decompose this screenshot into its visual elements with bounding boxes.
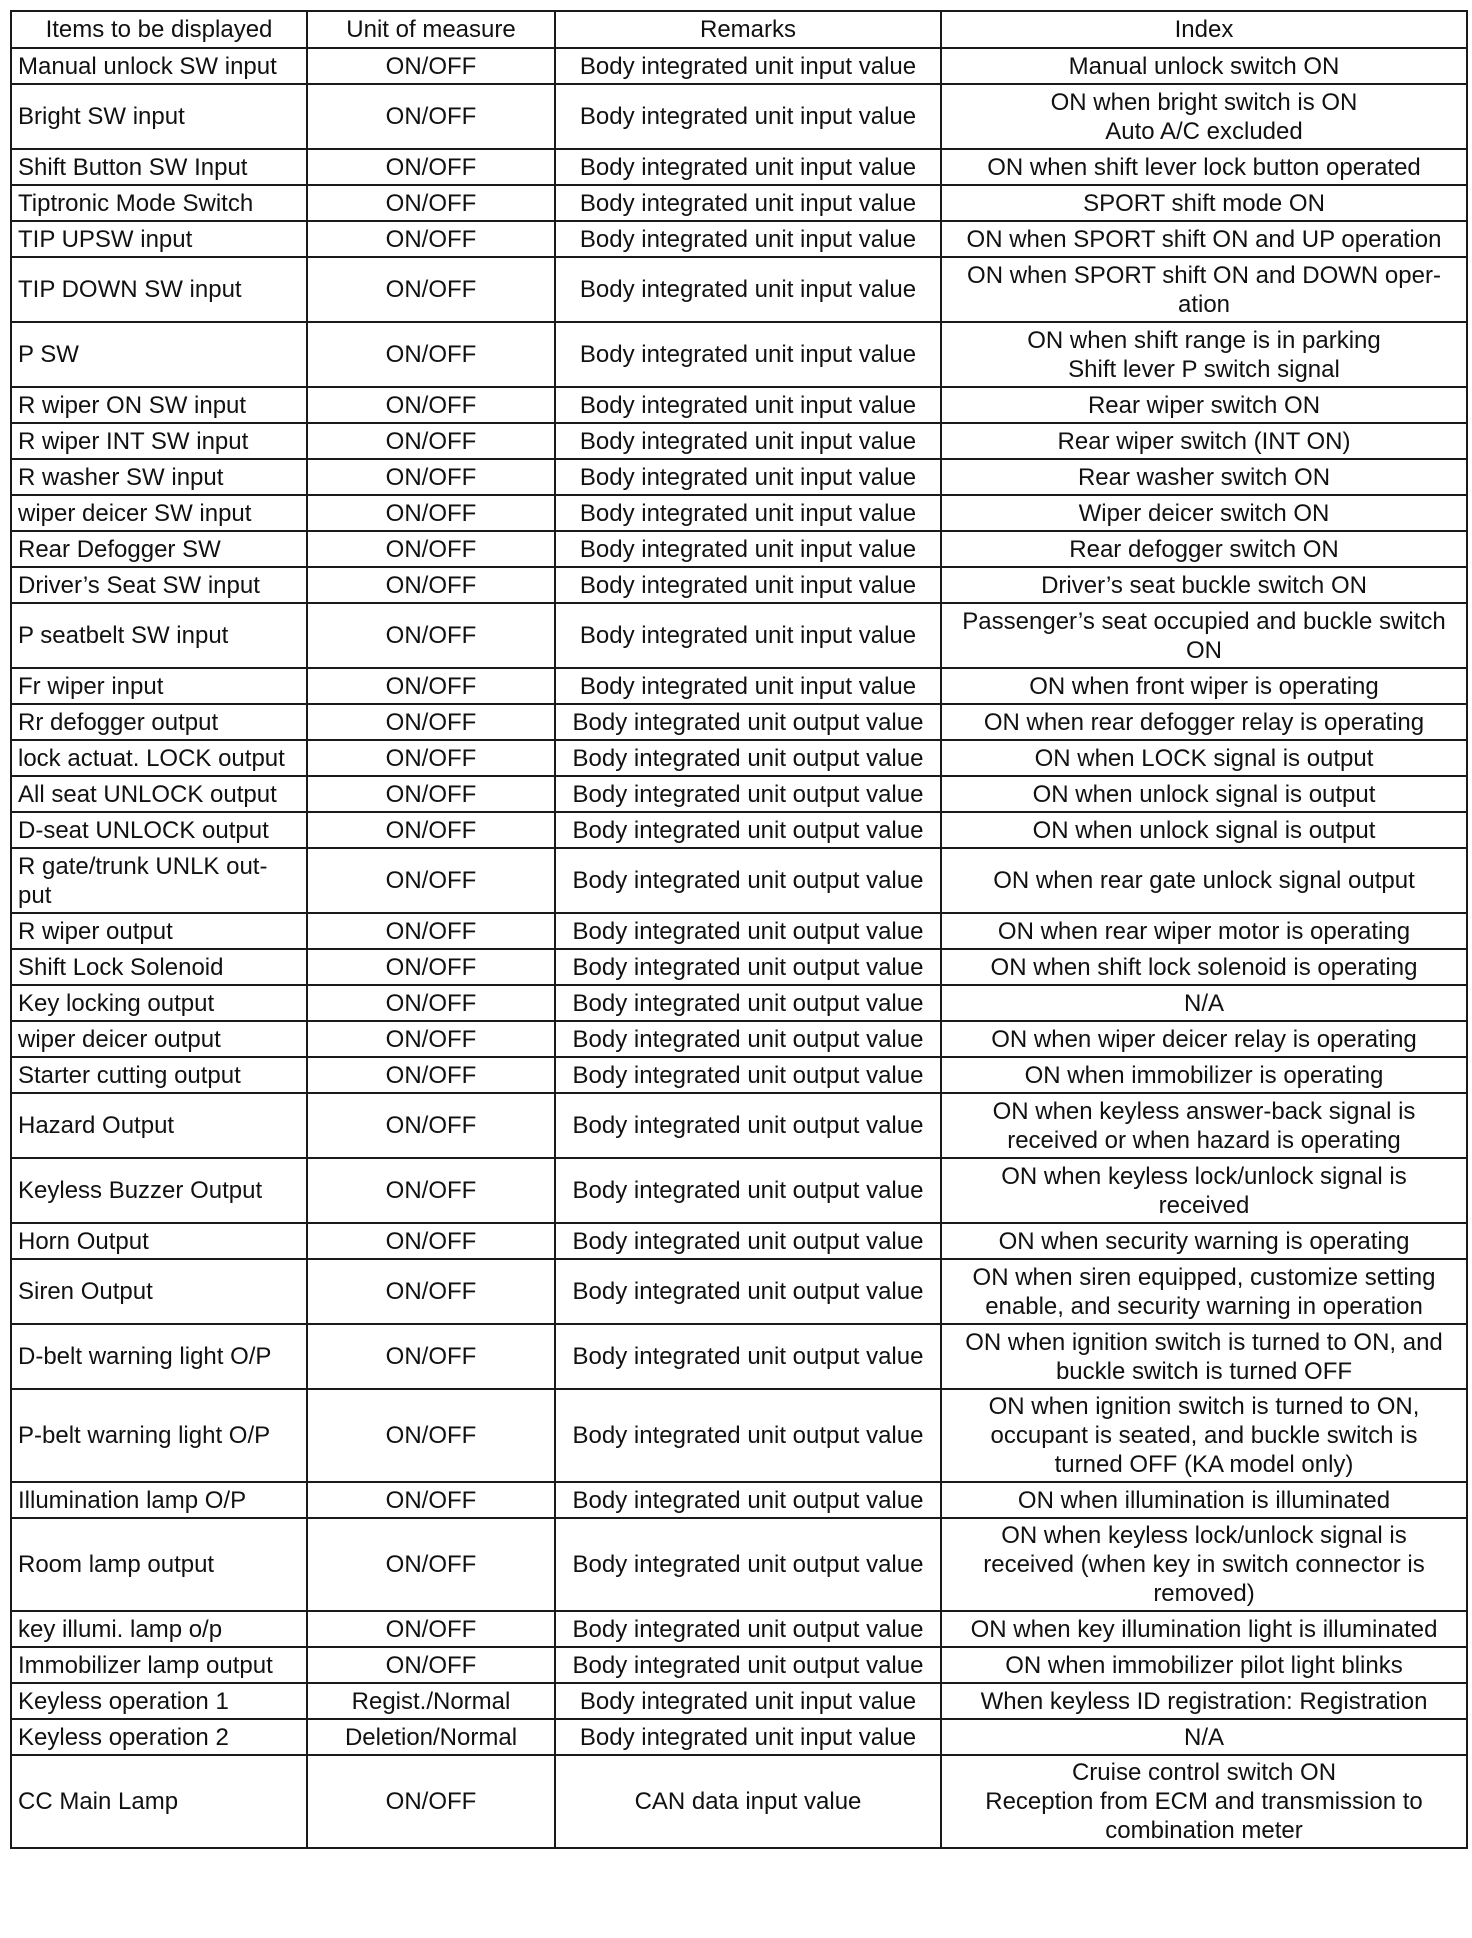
item-cell: P seatbelt SW input bbox=[11, 603, 307, 668]
index-cell bbox=[941, 1158, 1467, 1223]
unit-cell: ON/OFF bbox=[307, 1057, 555, 1093]
remarks-cell: Body integrated unit output value bbox=[555, 1223, 941, 1259]
table-row bbox=[11, 1647, 1467, 1683]
unit-cell: ON/OFF bbox=[307, 1647, 555, 1683]
table-row bbox=[11, 1482, 1467, 1518]
unit-cell: ON/OFF bbox=[307, 1259, 555, 1324]
table-header-row bbox=[11, 11, 1467, 48]
table-row bbox=[11, 740, 1467, 776]
index-cell bbox=[941, 387, 1467, 423]
remarks-cell: CAN data input value bbox=[555, 1755, 941, 1848]
remarks-cell: Body integrated unit output value bbox=[555, 1324, 941, 1389]
index-cell bbox=[941, 913, 1467, 949]
item-cell: P SW bbox=[11, 322, 307, 387]
remarks-cell: Body integrated unit input value bbox=[555, 149, 941, 185]
table-row bbox=[11, 1755, 1467, 1848]
index-line: ON when ignition switch is turned to ON, bbox=[988, 1393, 1420, 1420]
index-line: N/A bbox=[1183, 989, 1224, 1017]
index-cell bbox=[941, 149, 1467, 185]
index-line: ON when front wiper is operating bbox=[1029, 672, 1379, 700]
remarks-cell: Body integrated unit input value bbox=[555, 1683, 941, 1719]
header-items: Items to be displayed bbox=[11, 11, 307, 48]
table-row bbox=[11, 1719, 1467, 1755]
table-row bbox=[11, 221, 1467, 257]
remarks-cell: Body integrated unit output value bbox=[555, 949, 941, 985]
index-line: When keyless ID registration: Registration bbox=[980, 1687, 1428, 1715]
index-line: buckle switch is turned OFF bbox=[1055, 1357, 1353, 1385]
remarks-cell: Body integrated unit input value bbox=[555, 668, 941, 704]
remarks-cell: Body integrated unit output value bbox=[555, 776, 941, 812]
item-cell: R washer SW input bbox=[11, 459, 307, 495]
index-line: ON when shift range is in parking bbox=[1027, 326, 1381, 354]
index-line: ON when shift lock solenoid is operating bbox=[990, 953, 1418, 981]
index-line: ON when LOCK signal is output bbox=[1034, 744, 1374, 772]
item-cell: R wiper ON SW input bbox=[11, 387, 307, 423]
index-cell bbox=[941, 257, 1467, 322]
index-line: Driver’s seat buckle switch ON bbox=[1041, 571, 1367, 599]
item-cell: Key locking output bbox=[11, 985, 307, 1021]
index-cell bbox=[941, 84, 1467, 149]
remarks-cell: Body integrated unit input value bbox=[555, 423, 941, 459]
table-row bbox=[11, 1389, 1467, 1482]
index-line: ON when SPORT shift ON and DOWN oper- bbox=[967, 261, 1441, 289]
index-cell bbox=[941, 221, 1467, 257]
index-cell bbox=[941, 459, 1467, 495]
index-line: ON when unlock signal is output bbox=[1032, 780, 1376, 808]
item-cell: Siren Output bbox=[11, 1259, 307, 1324]
index-line: occupant is seated, and buckle switch is bbox=[990, 1422, 1418, 1449]
item-cell: All seat UNLOCK output bbox=[11, 776, 307, 812]
index-line: ON when SPORT shift ON and UP operation bbox=[966, 225, 1442, 253]
table-row bbox=[11, 949, 1467, 985]
item-cell: Manual unlock SW input bbox=[11, 48, 307, 84]
unit-cell: ON/OFF bbox=[307, 495, 555, 531]
item-cell: Room lamp output bbox=[11, 1518, 307, 1611]
index-cell bbox=[941, 48, 1467, 84]
index-cell bbox=[941, 949, 1467, 985]
table-row bbox=[11, 531, 1467, 567]
table-row bbox=[11, 812, 1467, 848]
unit-cell: ON/OFF bbox=[307, 48, 555, 84]
item-cell: Immobilizer lamp output bbox=[11, 1647, 307, 1683]
item-cell: Shift Lock Solenoid bbox=[11, 949, 307, 985]
index-line: Passenger’s seat occupied and buckle switch bbox=[962, 607, 1446, 635]
index-cell bbox=[941, 1223, 1467, 1259]
table-row bbox=[11, 1259, 1467, 1324]
table-row bbox=[11, 848, 1467, 913]
index-line: ON when ignition switch is turned to ON, and bbox=[965, 1328, 1443, 1356]
unit-cell: ON/OFF bbox=[307, 985, 555, 1021]
remarks-cell: Body integrated unit output value bbox=[555, 985, 941, 1021]
table-row bbox=[11, 1324, 1467, 1389]
item-cell: Starter cutting output bbox=[11, 1057, 307, 1093]
item-cell: key illumi. lamp o/p bbox=[11, 1611, 307, 1647]
table-row bbox=[11, 1158, 1467, 1223]
remarks-cell: Body integrated unit input value bbox=[555, 48, 941, 84]
item-cell: Hazard Output bbox=[11, 1093, 307, 1158]
index-cell bbox=[941, 603, 1467, 668]
remarks-cell: Body integrated unit input value bbox=[555, 221, 941, 257]
item-cell: TIP DOWN SW input bbox=[11, 257, 307, 322]
remarks-cell: Body integrated unit output value bbox=[555, 740, 941, 776]
table-row bbox=[11, 567, 1467, 603]
table-row bbox=[11, 1518, 1467, 1611]
item-cell: Keyless operation 2 bbox=[11, 1719, 307, 1755]
item-cell: TIP UPSW input bbox=[11, 221, 307, 257]
unit-cell: ON/OFF bbox=[307, 1223, 555, 1259]
index-line: N/A bbox=[1183, 1723, 1224, 1751]
index-cell bbox=[941, 1021, 1467, 1057]
index-line: ON when rear defogger relay is operating bbox=[983, 708, 1425, 736]
index-cell bbox=[941, 423, 1467, 459]
unit-cell: ON/OFF bbox=[307, 185, 555, 221]
unit-cell: ON/OFF bbox=[307, 603, 555, 668]
remarks-cell: Body integrated unit input value bbox=[555, 322, 941, 387]
index-line: ON when rear wiper motor is operating bbox=[997, 917, 1411, 945]
index-cell bbox=[941, 1389, 1467, 1482]
remarks-cell: Body integrated unit output value bbox=[555, 1057, 941, 1093]
index-line: Auto A/C excluded bbox=[1105, 117, 1303, 145]
index-line: ON when key illumination light is illuminated bbox=[970, 1615, 1438, 1643]
index-line: ON when siren equipped, customize setting bbox=[972, 1263, 1436, 1291]
index-cell bbox=[941, 1093, 1467, 1158]
remarks-cell: Body integrated unit output value bbox=[555, 1021, 941, 1057]
unit-cell: ON/OFF bbox=[307, 567, 555, 603]
unit-cell: ON/OFF bbox=[307, 1389, 555, 1482]
index-cell bbox=[941, 776, 1467, 812]
index-line: enable, and security warning in operation bbox=[985, 1292, 1423, 1320]
index-line: combination meter bbox=[1105, 1817, 1303, 1844]
index-line: Rear washer switch ON bbox=[1077, 463, 1331, 491]
index-line: ON when security warning is operating bbox=[998, 1227, 1410, 1255]
remarks-cell: Body integrated unit input value bbox=[555, 603, 941, 668]
unit-cell: ON/OFF bbox=[307, 149, 555, 185]
item-cell: CC Main Lamp bbox=[11, 1755, 307, 1848]
index-cell bbox=[941, 848, 1467, 913]
unit-cell: ON/OFF bbox=[307, 704, 555, 740]
remarks-cell: Body integrated unit output value bbox=[555, 704, 941, 740]
item-cell: Rr defogger output bbox=[11, 704, 307, 740]
unit-cell: ON/OFF bbox=[307, 1755, 555, 1848]
index-line: Cruise control switch ON bbox=[1071, 1759, 1337, 1786]
index-line: Rear wiper switch (INT ON) bbox=[1057, 427, 1351, 455]
index-line: ON bbox=[1186, 636, 1222, 664]
remarks-cell: Body integrated unit output value bbox=[555, 1482, 941, 1518]
unit-cell: ON/OFF bbox=[307, 1093, 555, 1158]
item-cell: Keyless Buzzer Output bbox=[11, 1158, 307, 1223]
unit-cell: ON/OFF bbox=[307, 1482, 555, 1518]
unit-cell: ON/OFF bbox=[307, 1611, 555, 1647]
index-line: ON when rear gate unlock signal output bbox=[993, 867, 1415, 894]
remarks-cell: Body integrated unit input value bbox=[555, 495, 941, 531]
index-line: ON when unlock signal is output bbox=[1032, 816, 1376, 844]
unit-cell: ON/OFF bbox=[307, 668, 555, 704]
index-line: ON when keyless answer-back signal is bbox=[992, 1097, 1416, 1125]
index-cell bbox=[941, 1719, 1467, 1755]
index-line: ON when immobilizer pilot light blinks bbox=[1005, 1651, 1403, 1679]
remarks-cell: Body integrated unit input value bbox=[555, 185, 941, 221]
remarks-cell: Body integrated unit output value bbox=[555, 1259, 941, 1324]
index-line: ON when illumination is illuminated bbox=[1017, 1486, 1391, 1514]
unit-cell: ON/OFF bbox=[307, 1518, 555, 1611]
item-cell: Illumination lamp O/P bbox=[11, 1482, 307, 1518]
unit-cell: ON/OFF bbox=[307, 322, 555, 387]
unit-cell: ON/OFF bbox=[307, 776, 555, 812]
index-line: Shift lever P switch signal bbox=[1068, 355, 1340, 383]
unit-cell: ON/OFF bbox=[307, 913, 555, 949]
index-line: Manual unlock switch ON bbox=[1068, 52, 1340, 80]
index-line: ON when immobilizer is operating bbox=[1024, 1061, 1384, 1089]
item-cell: P-belt warning light O/P bbox=[11, 1389, 307, 1482]
unit-cell: ON/OFF bbox=[307, 221, 555, 257]
index-line: ON when shift lever lock button operated bbox=[987, 153, 1421, 181]
item-cell: Shift Button SW Input bbox=[11, 149, 307, 185]
remarks-cell: Body integrated unit output value bbox=[555, 812, 941, 848]
item-cell: R gate/trunk UNLK out- put bbox=[11, 848, 307, 913]
item-cell: Rear Defogger SW bbox=[11, 531, 307, 567]
table-row bbox=[11, 668, 1467, 704]
index-cell bbox=[941, 185, 1467, 221]
table-row bbox=[11, 985, 1467, 1021]
header-unit: Unit of measure bbox=[307, 11, 555, 48]
table-row bbox=[11, 257, 1467, 322]
index-line: received or when hazard is operating bbox=[1007, 1126, 1401, 1154]
remarks-cell: Body integrated unit output value bbox=[555, 913, 941, 949]
item-cell: Tiptronic Mode Switch bbox=[11, 185, 307, 221]
item-cell: Horn Output bbox=[11, 1223, 307, 1259]
index-cell bbox=[941, 1324, 1467, 1389]
unit-cell: ON/OFF bbox=[307, 812, 555, 848]
index-cell bbox=[941, 1518, 1467, 1611]
table-row bbox=[11, 84, 1467, 149]
index-line: turned OFF (KA model only) bbox=[1054, 1451, 1354, 1478]
table-row bbox=[11, 704, 1467, 740]
index-cell bbox=[941, 1259, 1467, 1324]
remarks-cell: Body integrated unit input value bbox=[555, 257, 941, 322]
index-cell bbox=[941, 1057, 1467, 1093]
index-line: ON when keyless lock/unlock signal is bbox=[1001, 1162, 1407, 1190]
index-cell bbox=[941, 1755, 1467, 1848]
table-row bbox=[11, 149, 1467, 185]
index-cell bbox=[941, 668, 1467, 704]
index-cell bbox=[941, 531, 1467, 567]
table-row bbox=[11, 1683, 1467, 1719]
unit-cell: ON/OFF bbox=[307, 949, 555, 985]
index-line: removed) bbox=[1153, 1580, 1255, 1607]
monitor-items-table bbox=[10, 10, 1468, 1849]
unit-cell: ON/OFF bbox=[307, 387, 555, 423]
table-row bbox=[11, 387, 1467, 423]
index-line: ON when bright switch is ON bbox=[1050, 88, 1358, 116]
header-index: Index bbox=[941, 11, 1467, 48]
item-cell: wiper deicer SW input bbox=[11, 495, 307, 531]
index-cell bbox=[941, 1683, 1467, 1719]
index-cell bbox=[941, 740, 1467, 776]
table-row bbox=[11, 1223, 1467, 1259]
index-line: SPORT shift mode ON bbox=[1083, 189, 1325, 217]
item-cell: Driver’s Seat SW input bbox=[11, 567, 307, 603]
index-cell bbox=[941, 1647, 1467, 1683]
unit-cell: ON/OFF bbox=[307, 848, 555, 913]
unit-cell: ON/OFF bbox=[307, 84, 555, 149]
index-line: Wiper deicer switch ON bbox=[1078, 499, 1330, 527]
unit-cell: ON/OFF bbox=[307, 257, 555, 322]
table-row bbox=[11, 185, 1467, 221]
item-cell: Bright SW input bbox=[11, 84, 307, 149]
item-cell: Keyless operation 1 bbox=[11, 1683, 307, 1719]
table-row bbox=[11, 459, 1467, 495]
item-cell: D-belt warning light O/P bbox=[11, 1324, 307, 1389]
index-line: ON when wiper deicer relay is operating bbox=[991, 1025, 1417, 1053]
index-cell bbox=[941, 322, 1467, 387]
remarks-cell: Body integrated unit input value bbox=[555, 531, 941, 567]
remarks-cell: Body integrated unit output value bbox=[555, 1647, 941, 1683]
index-line: ation bbox=[1177, 290, 1231, 318]
index-cell bbox=[941, 704, 1467, 740]
remarks-cell: Body integrated unit input value bbox=[555, 84, 941, 149]
unit-cell: ON/OFF bbox=[307, 423, 555, 459]
table-row bbox=[11, 913, 1467, 949]
item-cell: D-seat UNLOCK output bbox=[11, 812, 307, 848]
index-line: received (when key in switch connector is bbox=[983, 1551, 1425, 1578]
item-cell: R wiper INT SW input bbox=[11, 423, 307, 459]
index-line: Reception from ECM and transmission to bbox=[985, 1788, 1423, 1815]
unit-cell: ON/OFF bbox=[307, 459, 555, 495]
unit-cell: ON/OFF bbox=[307, 740, 555, 776]
unit-cell: ON/OFF bbox=[307, 531, 555, 567]
remarks-cell: Body integrated unit output value bbox=[555, 1093, 941, 1158]
header-remarks: Remarks bbox=[555, 11, 941, 48]
table-row bbox=[11, 423, 1467, 459]
table-row bbox=[11, 1021, 1467, 1057]
item-cell: R wiper output bbox=[11, 913, 307, 949]
index-cell bbox=[941, 1482, 1467, 1518]
remarks-cell: Body integrated unit output value bbox=[555, 1611, 941, 1647]
remarks-cell: Body integrated unit input value bbox=[555, 387, 941, 423]
table-row bbox=[11, 1093, 1467, 1158]
unit-cell: ON/OFF bbox=[307, 1158, 555, 1223]
table-row bbox=[11, 1057, 1467, 1093]
remarks-cell: Body integrated unit output value bbox=[555, 1158, 941, 1223]
index-cell bbox=[941, 567, 1467, 603]
index-line: Rear defogger switch ON bbox=[1069, 535, 1339, 563]
index-cell bbox=[941, 1611, 1467, 1647]
index-cell bbox=[941, 985, 1467, 1021]
index-line: Rear wiper switch ON bbox=[1087, 391, 1321, 419]
item-cell: wiper deicer output bbox=[11, 1021, 307, 1057]
table-row bbox=[11, 603, 1467, 668]
remarks-cell: Body integrated unit output value bbox=[555, 1389, 941, 1482]
remarks-cell: Body integrated unit input value bbox=[555, 1719, 941, 1755]
table-row bbox=[11, 322, 1467, 387]
table-row bbox=[11, 48, 1467, 84]
item-cell: Fr wiper input bbox=[11, 668, 307, 704]
table-row bbox=[11, 495, 1467, 531]
remarks-cell: Body integrated unit input value bbox=[555, 459, 941, 495]
remarks-cell: Body integrated unit output value bbox=[555, 1518, 941, 1611]
remarks-cell: Body integrated unit output value bbox=[555, 848, 941, 913]
item-cell: lock actuat. LOCK output bbox=[11, 740, 307, 776]
index-line: ON when keyless lock/unlock signal is bbox=[1001, 1522, 1407, 1549]
table-row bbox=[11, 776, 1467, 812]
table-row bbox=[11, 1611, 1467, 1647]
remarks-cell: Body integrated unit input value bbox=[555, 567, 941, 603]
index-line: received bbox=[1158, 1191, 1250, 1219]
index-cell bbox=[941, 495, 1467, 531]
index-cell bbox=[941, 812, 1467, 848]
unit-cell: ON/OFF bbox=[307, 1324, 555, 1389]
unit-cell: Regist./Normal bbox=[307, 1683, 555, 1719]
unit-cell: ON/OFF bbox=[307, 1021, 555, 1057]
unit-cell: Deletion/Normal bbox=[307, 1719, 555, 1755]
